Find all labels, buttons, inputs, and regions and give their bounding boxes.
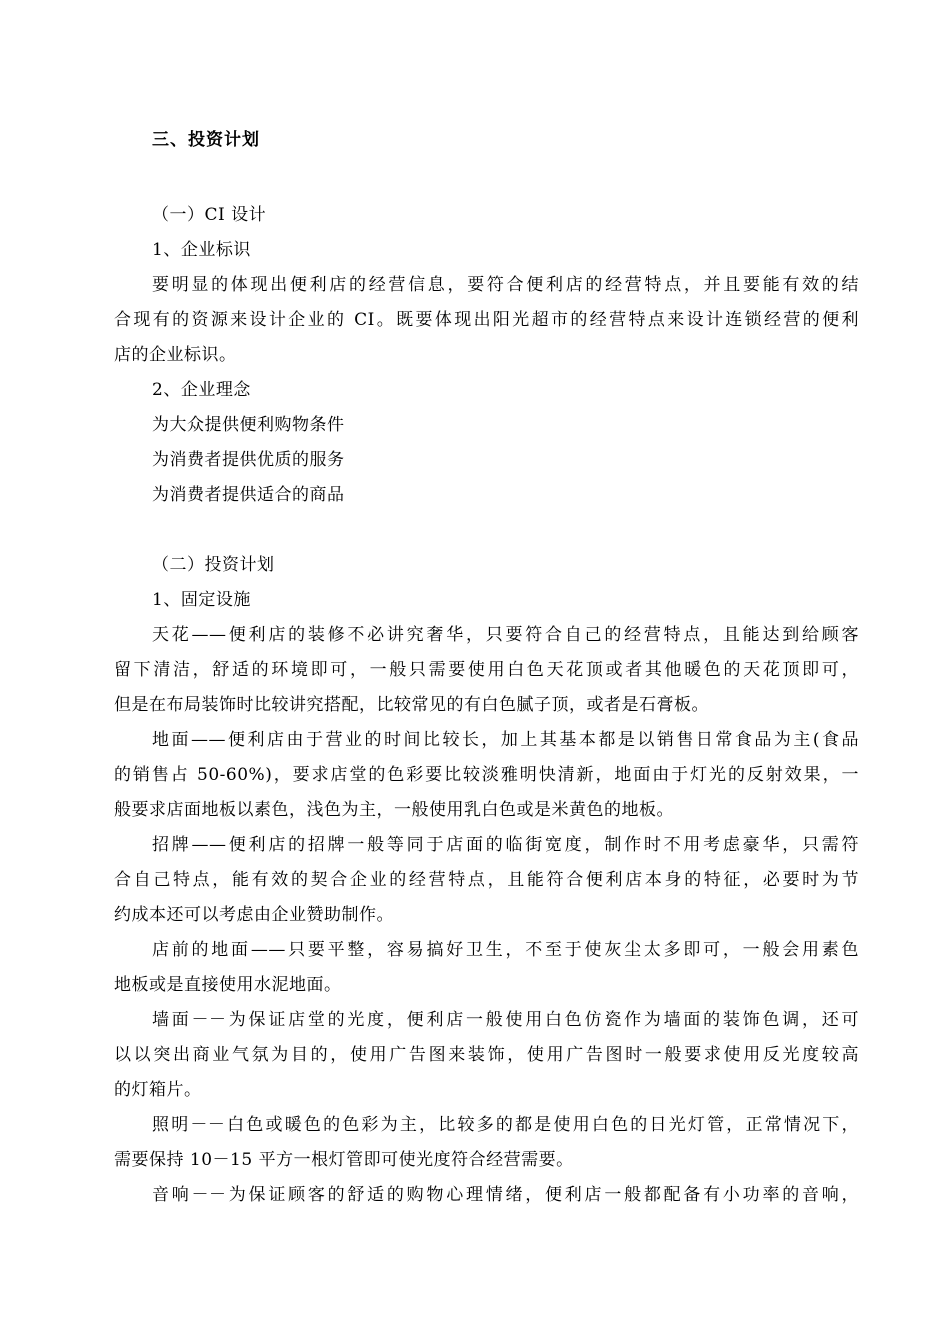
section-title: 三、投资计划 [152, 130, 260, 150]
paragraph-floor [114, 723, 859, 828]
paragraph-ceiling [114, 618, 859, 723]
paragraph-line: 约成本还可以考虑由企业赞助制作。 [114, 905, 394, 925]
paragraph-line: 音响－－为保证顾客的舒适的购物心理情绪，便利店一般都配备有小功率的音响， [152, 1185, 859, 1205]
item-heading-identity: 1、企业标识 [152, 240, 251, 260]
paragraph-audio [114, 1178, 859, 1213]
paragraph-line: 般要求店面地板以素色，浅色为主，一般使用乳白色或是米黄色的地板。 [114, 800, 674, 820]
paragraph-line: 天花——便利店的装修不必讲究奢华，只要符合自己的经营特点，且能达到给顾客 [152, 625, 859, 645]
paragraph-line: 留下清洁，舒适的环境即可，一般只需要使用白色天花顶或者其他暖色的天花顶即可， [114, 660, 859, 680]
paragraph-line: 需要保持 10－15 平方一根灯管即可使光度符合经营需要。 [114, 1150, 574, 1170]
paragraph-sign [114, 828, 859, 933]
paragraph-line: 但是在布局装饰时比较讲究搭配，比较常见的有白色腻子顶，或者是石膏板。 [114, 695, 709, 715]
item-heading-facilities: 1、固定设施 [152, 590, 251, 610]
paragraph-line: 合自己特点，能有效的契合企业的经营特点，且能符合便利店本身的特征，必要时为节 [114, 870, 859, 890]
paragraph-line: 地面——便利店由于营业的时间比较长，加上其基本都是以销售日常食品为主(食品 [152, 730, 859, 750]
concept-item: 为大众提供便利购物条件 [152, 415, 345, 435]
paragraph-line: 招牌——便利店的招牌一般等同于店面的临街宽度，制作时不用考虑豪华，只需符 [152, 835, 859, 855]
paragraph-front [114, 933, 859, 1003]
paragraph-line: 的灯箱片。 [114, 1080, 202, 1100]
paragraph-line: 以以突出商业气氛为目的，使用广告图来装饰，使用广告图时一般要求使用反光度较高 [114, 1045, 859, 1065]
subsection-title-ci: （一）CI 设计 [152, 205, 267, 225]
paragraph-line: 店的企业标识。 [114, 345, 237, 365]
paragraph-line: 地板或是直接使用水泥地面。 [114, 975, 342, 995]
paragraph-line: 照明－－白色或暖色的色彩为主，比较多的都是使用白色的日光灯管，正常情况下， [152, 1115, 859, 1135]
concept-item: 为消费者提供适合的商品 [152, 485, 345, 505]
paragraph-wall [114, 1003, 859, 1108]
paragraph-line: 要明显的体现出便利店的经营信息，要符合便利店的经营特点，并且要能有效的结 [152, 275, 859, 295]
paragraph-line: 的销售占 50-60%)，要求店堂的色彩要比较淡雅明快清新，地面由于灯光的反射效果，一 [114, 765, 859, 785]
paragraph-line: 墙面－－为保证店堂的光度，便利店一般使用白色仿瓷作为墙面的装饰色调，还可 [152, 1010, 859, 1030]
paragraph-ci [114, 268, 859, 373]
concept-list [114, 408, 859, 513]
document-page [114, 118, 859, 1213]
blank-line [114, 513, 859, 548]
concept-item: 为消费者提供优质的服务 [152, 450, 345, 470]
item-heading-concept: 2、企业理念 [152, 380, 251, 400]
subsection-title-investment: （二）投资计划 [152, 555, 275, 575]
paragraph-light [114, 1108, 859, 1178]
paragraph-line: 合现有的资源来设计企业的 CI。既要体现出阳光超市的经营特点来设计连锁经营的便利 [114, 310, 859, 330]
paragraph-line: 店前的地面——只要平整，容易搞好卫生，不至于使灰尘太多即可，一般会用素色 [152, 940, 859, 960]
